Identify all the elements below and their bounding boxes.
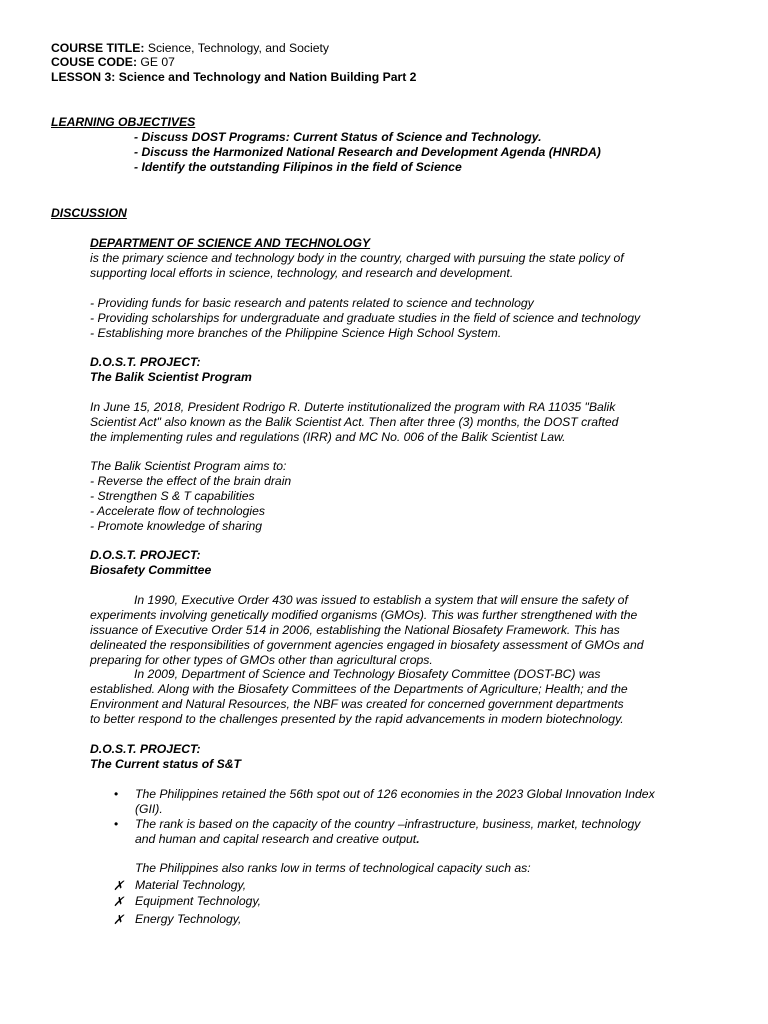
x-mark-icon: ✗ xyxy=(113,912,124,927)
x-item: Material Technology, xyxy=(135,878,247,892)
project1-para-line: In June 15, 2018, President Rodrigo R. Duterte institutionalized the program with RA 11035 "Balik xyxy=(90,400,616,414)
x-item: Energy Technology, xyxy=(135,912,242,926)
objective-item: - Discuss the Harmonized National Research and Development Agenda (HNRDA) xyxy=(134,145,601,159)
x-mark-icon: ✗ xyxy=(113,878,124,893)
bullet-text-segment: and human and capital research and creative output xyxy=(135,832,417,846)
bullet-text-line xyxy=(135,832,420,847)
project-label: D.O.S.T. PROJECT: xyxy=(90,548,201,562)
project1-para-line: the implementing rules and regulations (IRR) and MC No. 006 of the Balik Scientist Law. xyxy=(90,430,566,444)
project2-para-line: experiments involving genetically modified organisms (GMOs). This was further strengthened with the xyxy=(90,608,638,622)
aim-item: - Reverse the effect of the brain drain xyxy=(90,474,292,488)
bullet-text-line: The rank is based on the capacity of the country –infrastructure, business, market, technology xyxy=(135,817,641,831)
project2-para-line: delineated the responsibilities of government agencies engaged in biosafety assessment of GMOs and xyxy=(90,638,644,652)
aim-item: - Accelerate flow of technologies xyxy=(90,504,266,518)
project2-para-line: issuance of Executive Order 514 in 2006, establishing the National Biosafety Framework. This has xyxy=(90,623,620,637)
aim-item: - Promote knowledge of sharing xyxy=(90,519,263,533)
dost-desc-line: is the primary science and technology body in the country, charged with pursuing the state policy of xyxy=(90,251,624,265)
course-code-value: GE 07 xyxy=(140,55,175,69)
bullet-text-line: The Philippines retained the 56th spot out of 126 economies in the 2023 Global Innovation Index xyxy=(135,787,655,801)
aims-intro: The Balik Scientist Program aims to: xyxy=(90,459,287,473)
project2-para-line: preparing for other types of GMOs other than agricultural crops. xyxy=(90,653,433,667)
course-code-line xyxy=(51,55,175,70)
project2-para-line: In 1990, Executive Order 430 was issued to establish a system that will ensure the safety of xyxy=(134,593,628,607)
project-title: The Balik Scientist Program xyxy=(90,370,252,384)
aim-item: - Strengthen S & T capabilities xyxy=(90,489,255,503)
project2-para-line: to better respond to the challenges presented by the rapid advancements in modern biotechnology. xyxy=(90,712,624,726)
project2-para-line: In 2009, Department of Science and Technology Biosafety Committee (DOST-BC) was xyxy=(134,667,601,681)
project-title: The Current status of S&T xyxy=(90,757,241,771)
course-title-label: COURSE TITLE: xyxy=(51,41,145,55)
course-code-label: COUSE CODE: xyxy=(51,55,137,69)
course-title-value: Science, Technology, and Society xyxy=(147,41,329,55)
discussion-heading: DISCUSSION xyxy=(51,206,127,220)
project1-para-line: Scientist Act" also known as the Balik Scientist Act. Then after three (3) months, the DOST crafted xyxy=(90,415,619,429)
bullet-marker: • xyxy=(114,787,119,801)
course-title-line xyxy=(51,41,329,56)
objectives-heading: LEARNING OBJECTIVES xyxy=(51,115,196,129)
low-rank-intro: The Philippines also ranks low in terms of technological capacity such as: xyxy=(135,861,531,875)
x-mark-icon: ✗ xyxy=(113,894,124,909)
x-item: Equipment Technology, xyxy=(135,894,262,908)
project2-para-line: Environment and Natural Resources, the NBF was created for concerned government departments xyxy=(90,697,624,711)
dost-list-item: - Establishing more branches of the Philippine Science High School System. xyxy=(90,326,502,340)
objective-item: - Discuss DOST Programs: Current Status of Science and Technology. xyxy=(134,130,542,144)
bullet-marker: • xyxy=(114,817,119,831)
project-label: D.O.S.T. PROJECT: xyxy=(90,355,201,369)
dost-list-item: - Providing scholarships for undergraduate and graduate studies in the field of science and technology xyxy=(90,311,641,325)
dost-desc-line: supporting local efforts in science, technology, and research and development. xyxy=(90,266,514,280)
bullet-text-line: (GII). xyxy=(135,802,163,816)
project-title: Biosafety Committee xyxy=(90,563,212,577)
objective-item: - Identify the outstanding Filipinos in the field of Science xyxy=(134,160,462,174)
dost-list-item: - Providing funds for basic research and patents related to science and technology xyxy=(90,296,534,310)
dost-heading: DEPARTMENT OF SCIENCE AND TECHNOLOGY xyxy=(90,236,371,250)
project-label: D.O.S.T. PROJECT: xyxy=(90,742,201,756)
project2-para-line: established. Along with the Biosafety Committees of the Departments of Agriculture; Health; and the xyxy=(90,682,628,696)
lesson-title: LESSON 3: Science and Technology and Nation Building Part 2 xyxy=(51,70,417,84)
bullet-text-end: . xyxy=(416,832,420,846)
